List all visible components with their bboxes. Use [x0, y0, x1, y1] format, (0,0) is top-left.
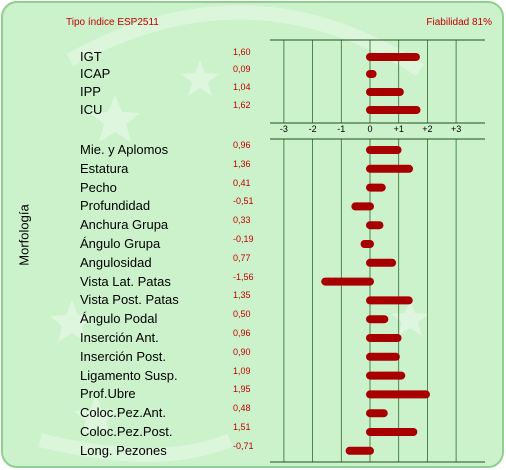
trait-label: IGT: [80, 49, 102, 64]
x-tick-label: -3: [279, 124, 288, 134]
value-label: 0,90: [233, 346, 251, 357]
trait-label: Long. Pezones: [80, 442, 167, 458]
reliability-label: Fiabilidad 81%: [426, 17, 492, 28]
trait-label: Prof.Ubre: [80, 386, 136, 402]
value-label: 1,35: [233, 290, 251, 301]
trait-label: IPP: [80, 84, 101, 99]
trait-label: Ángulo Grupa: [80, 236, 161, 251]
value-label: 1,36: [233, 158, 251, 169]
value-label: -0,71: [233, 440, 254, 451]
value-label: 1,95: [233, 384, 251, 395]
trait-label: ICAP: [80, 66, 111, 81]
trait-label: Vista Post. Patas: [80, 292, 179, 308]
index-type-label: Tipo índice ESP2511: [66, 17, 159, 28]
value-label: -0,51: [233, 196, 254, 207]
value-label: 0,50: [233, 309, 251, 320]
trait-label: Estatura: [80, 160, 129, 176]
x-tick-label: +1: [393, 124, 404, 134]
value-label: 1,62: [233, 100, 251, 110]
value-label: 1,04: [233, 82, 251, 92]
value-label: -0,19: [233, 234, 254, 244]
morphology-side-title: Morfología: [16, 204, 32, 266]
trait-label: Angulosidad: [80, 254, 152, 270]
trait-label: Inserción Ant.: [80, 330, 159, 345]
trait-label: Inserción Post.: [80, 348, 166, 364]
trait-label: Profundidad: [80, 198, 151, 214]
trait-label: Ángulo Podal: [80, 311, 158, 327]
trait-label: Coloc.Pez.Ant.: [80, 405, 166, 421]
value-label: 1,09: [233, 365, 251, 376]
value-label: 0,77: [233, 252, 251, 263]
value-label: 0,48: [233, 403, 251, 414]
value-label: 1,51: [233, 422, 251, 432]
trait-label: Pecho: [80, 179, 117, 195]
trait-label: Vista Lat. Patas: [80, 273, 171, 289]
value-label: 0,33: [233, 215, 251, 226]
value-label: 0,96: [233, 328, 251, 338]
x-tick-label: 0: [367, 124, 373, 134]
x-tick-label: -2: [308, 124, 317, 134]
value-label: -1,56: [233, 271, 254, 282]
x-tick-label: +2: [422, 124, 433, 134]
trait-label: Mie. y Aplomos: [80, 142, 169, 157]
value-label: 0,09: [233, 64, 251, 74]
trait-label: ICU: [80, 102, 103, 117]
value-label: 0,41: [233, 177, 251, 188]
trait-label: Anchura Grupa: [80, 217, 169, 233]
x-tick-label: -1: [337, 124, 346, 134]
trait-label: Coloc.Pez.Post.: [80, 424, 173, 439]
value-label: 1,60: [233, 47, 251, 57]
x-tick-label: +3: [450, 124, 462, 134]
trait-label: Ligamento Susp.: [80, 367, 178, 383]
value-label: 0,96: [233, 140, 251, 150]
